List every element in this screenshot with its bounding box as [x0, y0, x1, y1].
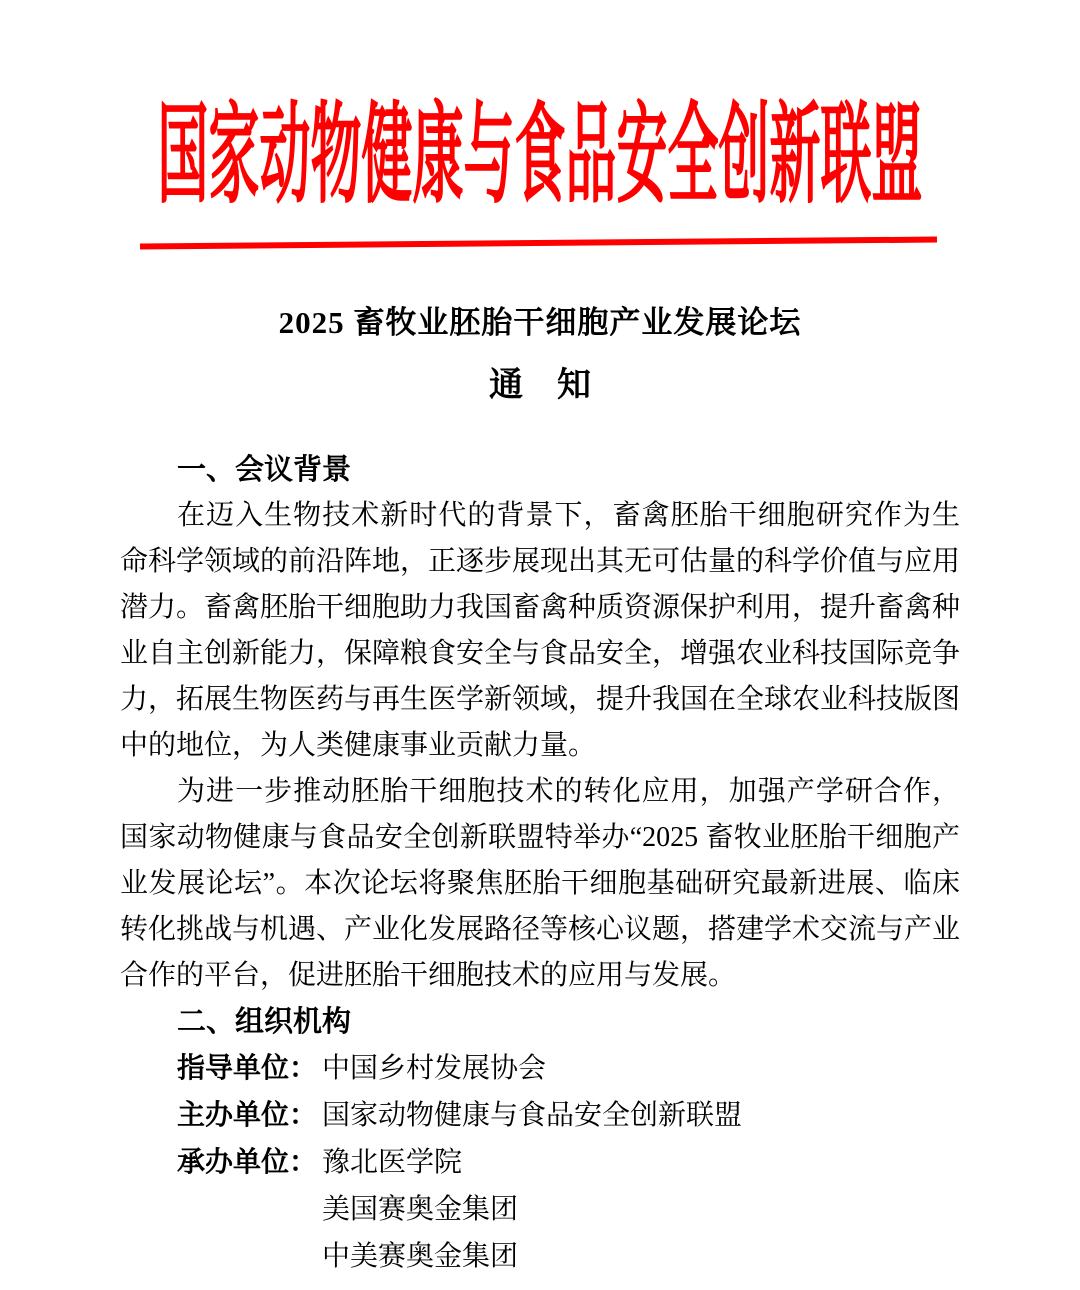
org-label-empty [177, 1186, 322, 1233]
org-item-guidance [120, 1045, 960, 1092]
org-label-empty [177, 1233, 322, 1280]
organization-list [120, 1045, 960, 1280]
letterhead-divider-line [140, 237, 937, 250]
org-item-organizer-2 [120, 1186, 960, 1233]
document-body [120, 447, 960, 1280]
org-label-organizer: 承办单位： [177, 1147, 318, 1178]
background-paragraph-1: 在迈入生物技术新时代的背景下，畜禽胚胎干细胞研究作为生命科学领域的前沿阵地，正逐步展现出其无可估量的科学价值与应用潜力。畜禽胚胎干细胞助力我国畜禽种质资源保护利用，提升畜禽种业自主创新能力，保障粮食安全与食品安全，增强农业科技国际竞争力，拓展生物医药与再生医学新领域，提升我国在全球农业科技版图中的地位，为人类健康事业贡献力量。 [120, 500, 961, 761]
section-heading-background: 一、会议背景 [177, 454, 352, 486]
org-value-organizer-2: 美国赛奥金集团 [322, 1194, 519, 1225]
org-label-guidance: 指导单位： [177, 1053, 318, 1084]
forum-title: 2025 畜牧业胚胎干细胞产业发展论坛 [278, 305, 802, 340]
section-heading-organization: 二、组织机构 [177, 1006, 352, 1038]
org-item-organizer [120, 1139, 960, 1186]
background-paragraph-2: 为进一步推动胚胎干细胞技术的转化应用，加强产学研合作，国家动物健康与食品安全创新联盟特举办“2025 畜牧业胚胎干细胞产业发展论坛”。本次论坛将聚焦胚胎干细胞基础研究最新进展、临床转化挑战与机遇、产业化发展路径等核心议题，搭建学术交流与产业合作的平台，促进胚胎干细胞技术的应用与发展。 [120, 776, 961, 991]
org-item-host [120, 1092, 960, 1139]
notice-heading: 通 知 [489, 367, 591, 404]
org-value-organizer: 豫北医学院 [322, 1147, 463, 1178]
letterhead-title: 国家动物健康与食品安全创新联盟 [157, 97, 923, 218]
org-item-organizer-3 [120, 1233, 960, 1280]
letterhead-banner [0, 72, 1080, 217]
org-value-host: 国家动物健康与食品安全创新联盟 [322, 1100, 743, 1131]
org-value-guidance: 中国乡村发展协会 [322, 1053, 547, 1084]
org-label-host: 主办单位： [177, 1100, 318, 1131]
org-value-organizer-3: 中美赛奥金集团 [322, 1241, 519, 1272]
